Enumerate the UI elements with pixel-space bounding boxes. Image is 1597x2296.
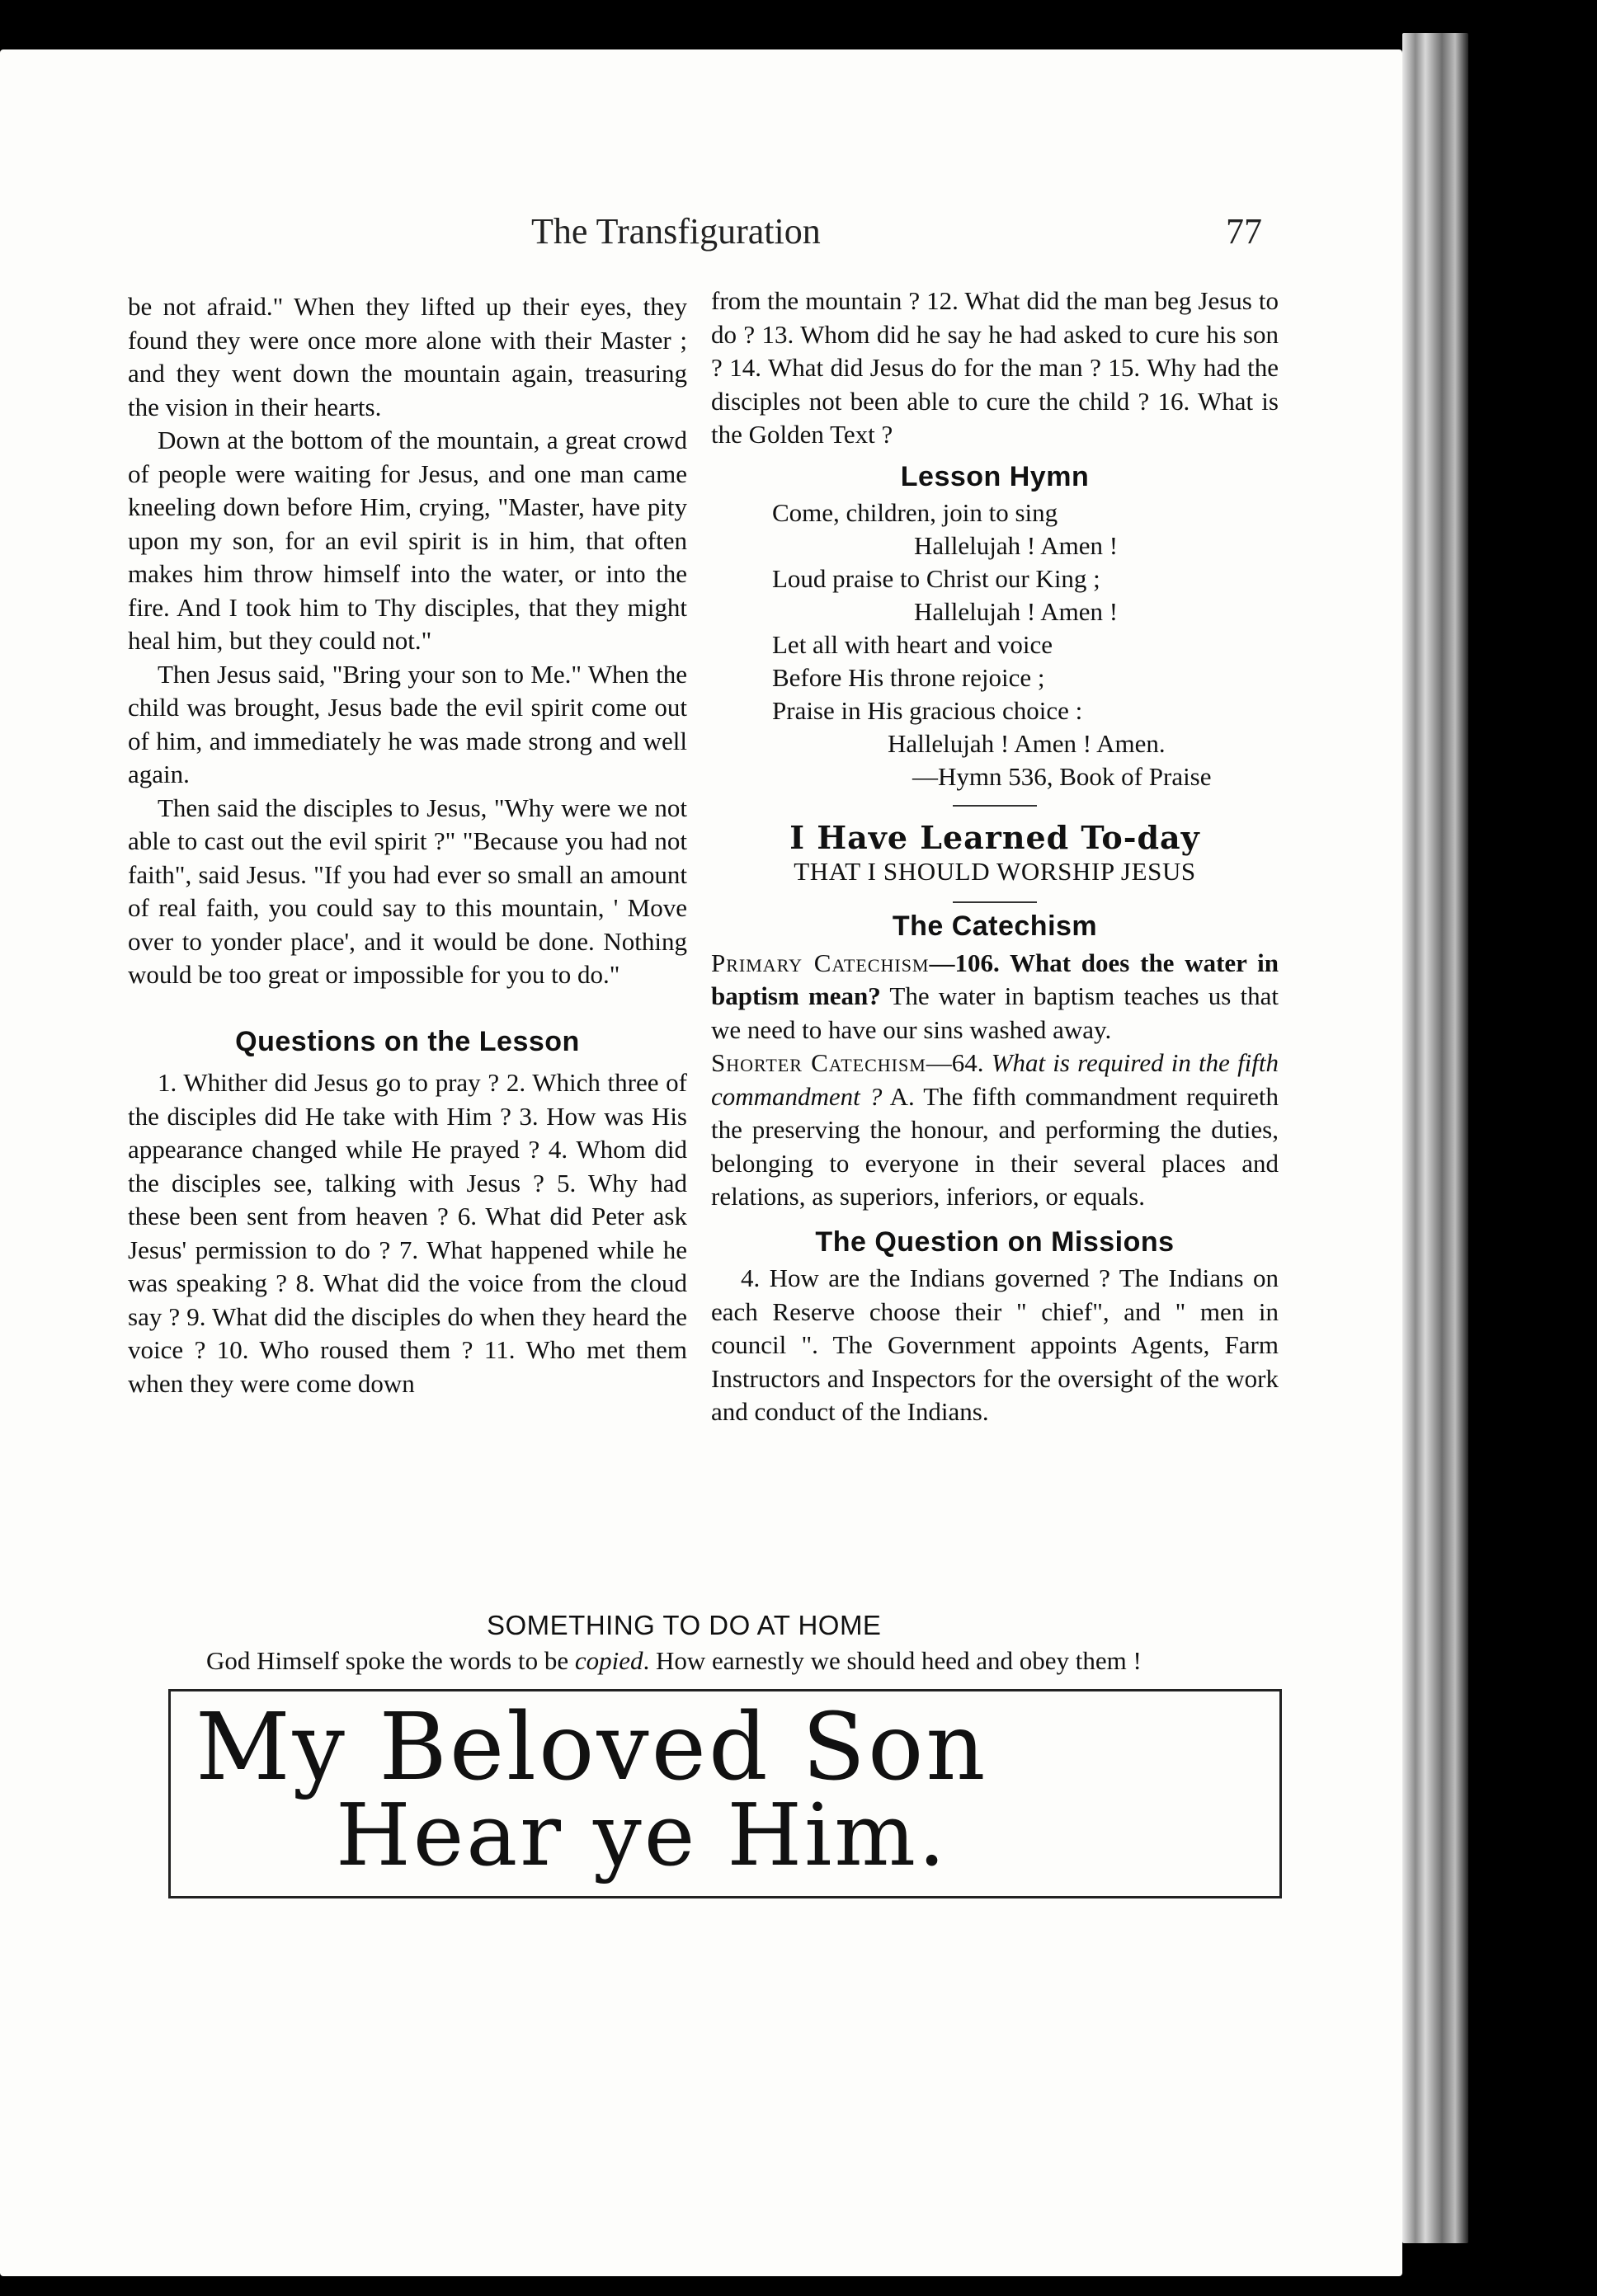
page-number: 77: [1226, 211, 1262, 252]
primary-label: Primary Catechism: [711, 948, 930, 977]
verse-line: My Beloved Son: [196, 1694, 988, 1801]
missions-heading: The Question on Missions: [815, 1226, 1175, 1258]
verse-line: Hear ye Him.: [336, 1785, 949, 1885]
home-text: God Himself spoke the words to be: [206, 1646, 575, 1675]
hymn-line: Loud praise to Christ our King ;: [772, 564, 1100, 593]
primary-answer: The water in baptism teaches us that we need to have our sins washed away.: [711, 981, 1279, 1044]
book-edge: [1402, 33, 1468, 2243]
primary-catechism: [711, 947, 1279, 1047]
hymn: [772, 496, 1279, 793]
shorter-question: What is required in the fifth commandment ?: [711, 1048, 1279, 1111]
questions-text: 1. Whither did Jesus go to pray ? 2. Which three of the disciples did He take with Him ? 3. How was His appearance changed while He prayed ? 4. Whom did the disciples see, talking with Jesus ? 5. Why had these been sent from heaven ? 6. What did Peter ask Jesus' permission to do ? 7. What happened while he was speaking ? 8. What did the voice from the cloud say ? 9. What did the disciples do when they heard the voice ? 10. Who roused them ? 11. Who met them when they were come down: [128, 1068, 687, 1398]
questions-continued: from the mountain ? 12. What did the man beg Jesus to do ? 13. Whom did he say he had asked to cure his son ? 14. What did Jesus do for the man ? 15. Why had the disciples not been able to cure the child ? 16. What is the Golden Text ?: [711, 286, 1279, 449]
hymn-line: Praise in His gracious choice :: [772, 696, 1083, 725]
learned-heading: I Have Learned To-day: [789, 819, 1200, 856]
shorter-catechism: [711, 1047, 1279, 1214]
hymn-line: Hallelujah ! Amen !: [914, 597, 1119, 626]
hymn-line: Let all with heart and voice: [772, 630, 1053, 659]
primary-question: —106. What does the water in baptism mean?: [711, 948, 1279, 1010]
shorter-number: —64.: [926, 1048, 992, 1077]
hymn-line: Hallelujah ! Amen ! Amen.: [888, 729, 1166, 758]
catechism-heading: The Catechism: [892, 910, 1098, 942]
hymn-heading: Lesson Hymn: [900, 460, 1090, 492]
home-text: . How earnestly we should heed and obey them !: [643, 1646, 1142, 1675]
hymn-line: Come, children, join to sing: [772, 498, 1058, 527]
home-emphasis: copied: [574, 1646, 643, 1675]
copy-verse-box: [168, 1689, 1282, 1898]
paragraph: Then Jesus said, "Bring your son to Me." When the child was brought, Jesus bade the evil spirit come out of him, and immediately he was made strong and well again.: [128, 659, 687, 788]
paragraph: Then said the disciples to Jesus, "Why were we not able to cast out the evil spirit ?" "Because you had not faith", said Jesus. "If you had ever so small an amount of real faith, you could say to this mountain, ' Move over to yonder place', and it would be done. Nothing would be too great or impossible for you to do.": [128, 793, 687, 989]
right-column: [711, 285, 1279, 1429]
missions-text: 4. How are the Indians governed ? The Indians on each Reserve choose their " chief", and " men in council ". The Government appoints Agents, Farm Instructors and Inspectors for the oversight of the work and conduct of the Indians.: [711, 1263, 1279, 1426]
shorter-label: Shorter Catechism: [711, 1048, 926, 1077]
questions-heading: Questions on the Lesson: [235, 1025, 580, 1057]
learned-text: THAT I SHOULD WORSHIP JESUS: [794, 856, 1196, 886]
shorter-answer: A. The fifth commandment requireth the preserving the honour, and performing the duties, belonging to everyone in their several places and relations, as superiors, inferiors, or equals.: [711, 1081, 1279, 1211]
left-column: [128, 290, 687, 1400]
divider: [953, 901, 1037, 903]
paragraph: Down at the bottom of the mountain, a great crowd of people were waiting for Jesus, and one man came kneeling down before Him, crying, "Master, have pity upon my son, for an evil spirit is in him, that often makes him throw himself into the water, or into the fire. And I took him to Thy disciples, that they might heal him, but they could not.": [128, 426, 687, 655]
divider: [953, 805, 1037, 807]
page-title: The Transfiguration: [531, 211, 821, 252]
paragraph: be not afraid." When they lifted up their eyes, they found they were once more alone with their Master ; and they went down the mountain again, treasuring the vision in their hearts.: [128, 292, 687, 421]
hymn-line: Before His throne rejoice ;: [772, 663, 1045, 692]
hymn-line: Hallelujah ! Amen !: [914, 531, 1119, 560]
home-heading: SOMETHING TO DO AT HOME: [487, 1610, 882, 1640]
home-instruction: [206, 1646, 1142, 1676]
hymn-source: —Hymn 536, Book of Praise: [912, 762, 1212, 791]
